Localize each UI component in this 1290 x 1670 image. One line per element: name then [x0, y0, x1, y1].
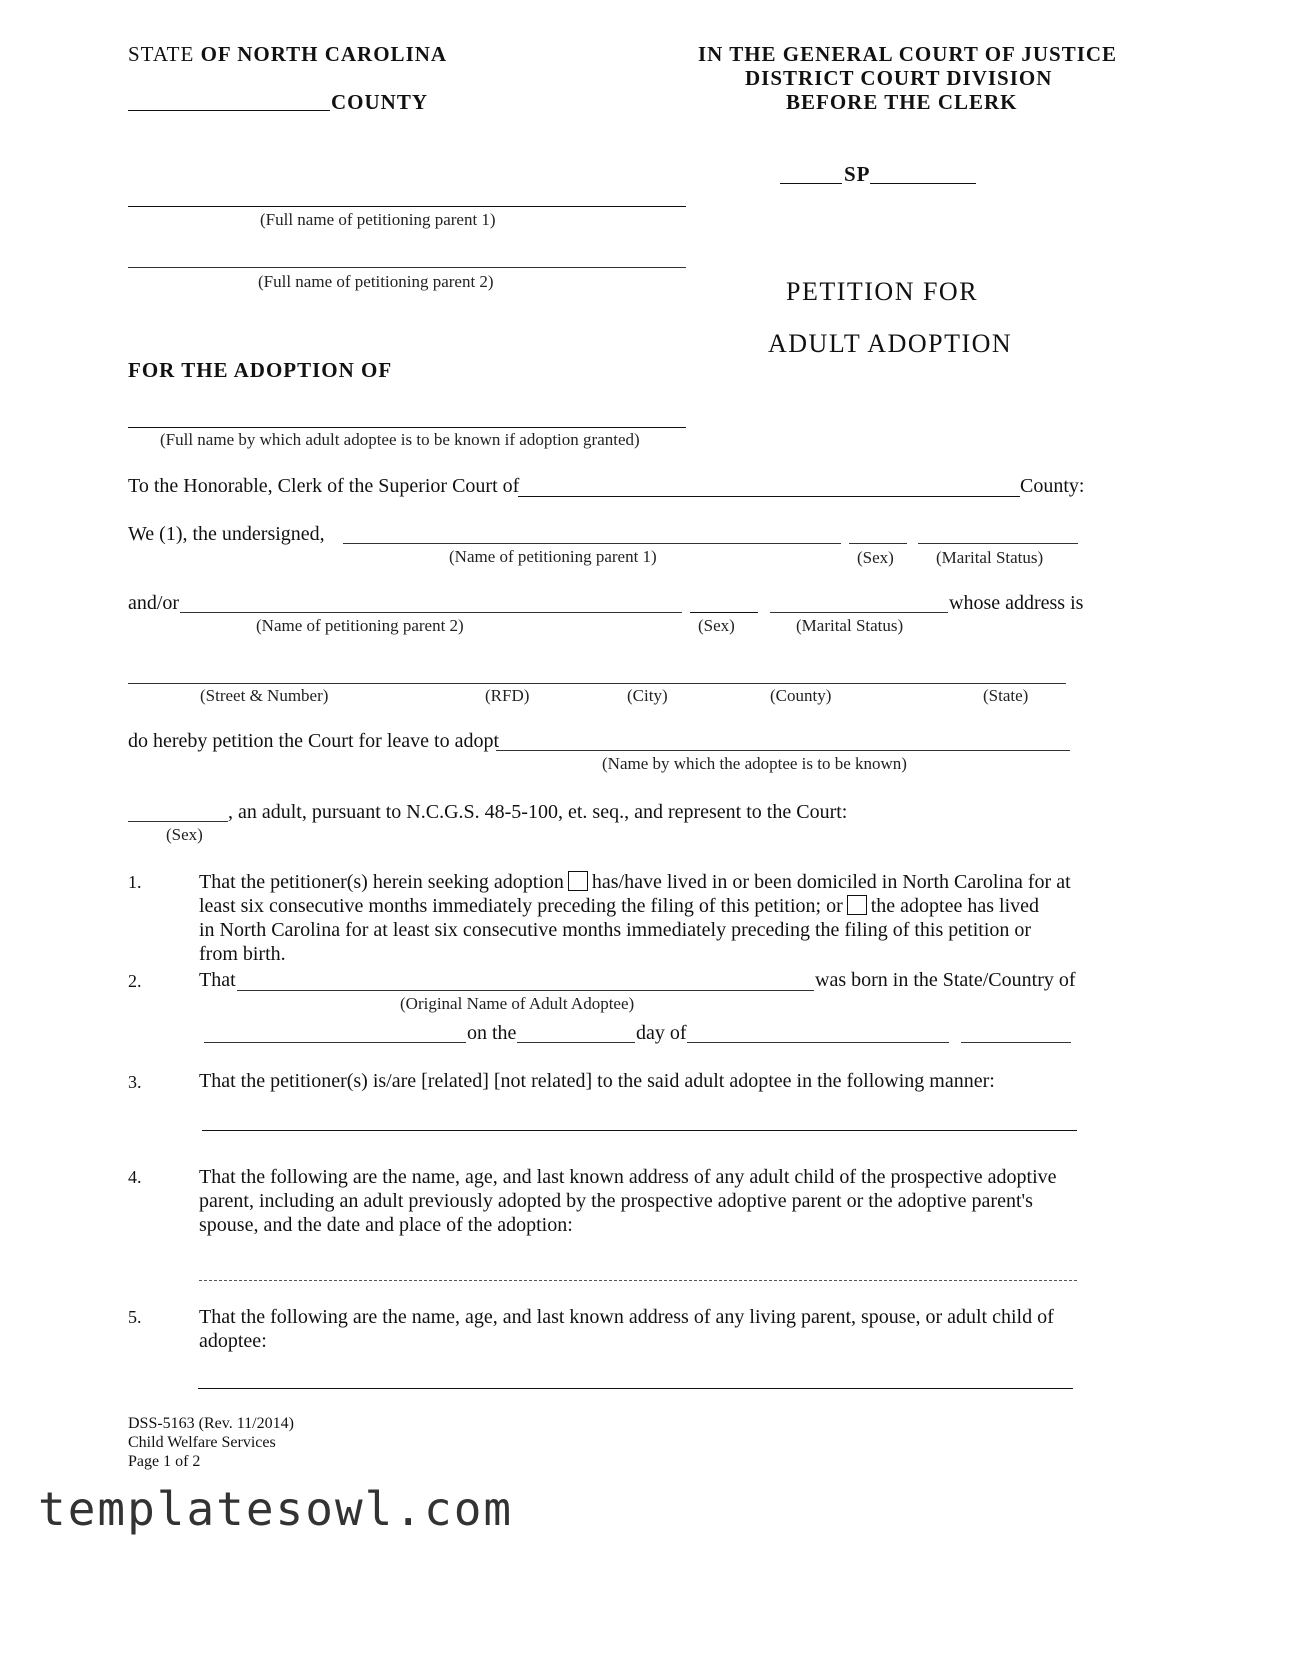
item-2-born: was born in the State/Country of	[815, 969, 1076, 991]
adoptee-known-name-field[interactable]	[496, 750, 1070, 751]
original-name-caption: (Original Name of Adult Adoptee)	[400, 994, 635, 1013]
form-number: DSS-5163 (Rev. 11/2014)	[128, 1415, 294, 1432]
addr-street-caption: (Street & Number)	[200, 686, 329, 705]
sp-prefix-blank[interactable]	[780, 183, 842, 184]
item-1-part-c: least six consecutive months immediately preceding the filing of this petition; or	[199, 895, 843, 917]
item-2-on-the: on the	[467, 1022, 517, 1044]
item-1-part-d: the adoptee has lived	[870, 895, 1040, 917]
andor-text: and/or	[128, 592, 180, 614]
living-relatives-field[interactable]	[198, 1388, 1073, 1389]
parent2-sex-field[interactable]	[690, 612, 758, 613]
adoption-of-label: FOR THE ADOPTION OF	[128, 358, 393, 382]
item-1-part-b: has/have lived in or been domiciled in North Carolina for at	[591, 871, 1071, 893]
birth-month-field[interactable]	[687, 1042, 949, 1043]
we-undersigned: We (1), the undersigned,	[128, 523, 325, 545]
county-end: County:	[1020, 475, 1085, 497]
item-2-day-of: day of	[636, 1022, 687, 1044]
adoptee-name-field[interactable]	[128, 427, 686, 428]
sp-label: SP	[844, 162, 871, 186]
state-line	[128, 42, 447, 67]
adoptee-caption: (Full name by which adult adoptee is to be known if adoption granted)	[160, 430, 640, 449]
petition-adopt-text: do hereby petition the Court for leave to adopt	[128, 730, 500, 752]
title-line-2: ADULT ADOPTION	[768, 329, 1013, 358]
court-line-3: BEFORE THE CLERK	[786, 90, 1018, 114]
addr-city-caption: (City)	[627, 686, 668, 705]
superior-court-county-field[interactable]	[518, 496, 1020, 497]
item-2-that: That	[199, 969, 236, 991]
addr-state-caption: (State)	[983, 686, 1029, 705]
parent1-sex-caption: (Sex)	[857, 548, 894, 567]
parent2-marital-caption: (Marital Status)	[796, 616, 904, 635]
item-3-text: That the petitioner(s) is/are [related] [not related] to the said adult adoptee in the following manner:	[199, 1070, 995, 1092]
item-5-text: That the following are the name, age, and last known address of any living parent, spouse, or adult child of adoptee:	[199, 1306, 1054, 1352]
address-field[interactable]	[128, 683, 1066, 684]
parent1-marital-caption: (Marital Status)	[936, 548, 1044, 567]
adult-child-info-field[interactable]	[199, 1280, 1077, 1281]
title-line-1: PETITION FOR	[786, 277, 979, 306]
item-1-part-e: in North Carolina for at least six consecutive months immediately preceding the filing of this petition or	[199, 919, 1032, 941]
adoptee-lived-checkbox[interactable]	[847, 895, 867, 915]
original-name-field[interactable]	[237, 990, 814, 991]
state-prefix: STATE	[128, 42, 201, 66]
parent1-name-caption: (Name of petitioning parent 1)	[449, 547, 657, 566]
item-1-part-a: That the petitioner(s) herein seeking adoption	[199, 871, 564, 893]
item-1-number: 1.	[128, 872, 142, 892]
birth-year-field[interactable]	[961, 1042, 1071, 1043]
county-label: COUNTY	[331, 90, 429, 114]
parent2-petition-name-field[interactable]	[180, 612, 682, 613]
whose-address-text: whose address is	[949, 592, 1084, 614]
adoptee-sex-field[interactable]	[128, 821, 228, 822]
item-3-number: 3.	[128, 1072, 142, 1092]
parent1-marital-field[interactable]	[918, 543, 1078, 544]
addr-rfd-caption: (RFD)	[485, 686, 530, 705]
parent2-name-field[interactable]	[128, 267, 686, 268]
birth-day-field[interactable]	[517, 1042, 635, 1043]
item-1-text	[199, 870, 1099, 966]
parent2-marital-field[interactable]	[770, 612, 948, 613]
addr-county-caption: (County)	[770, 686, 832, 705]
adult-pursuant-text: , an adult, pursuant to N.C.G.S. 48-5-100, et. seq., and represent to the Court:	[228, 801, 848, 823]
parent1-caption: (Full name of petitioning parent 1)	[260, 210, 496, 229]
watermark: templatesowl.com	[38, 1482, 514, 1536]
parent1-petition-name-field[interactable]	[343, 543, 841, 544]
item-4-text: That the following are the name, age, and last known address of any adult child of the prospective adoptive parent, including an adult previously adopted by the prospective adoptive parent or the adoptive parent's spouse, and the date and place of the adoption:	[199, 1166, 1057, 1236]
adoptee-sex-caption: (Sex)	[166, 825, 203, 844]
honorable-text: To the Honorable, Clerk of the Superior Court of	[128, 475, 520, 497]
relation-field[interactable]	[202, 1130, 1077, 1131]
petitioner-domicile-checkbox[interactable]	[568, 871, 588, 891]
parent1-name-field[interactable]	[128, 206, 686, 207]
parent1-sex-field[interactable]	[849, 543, 907, 544]
page-number: Page 1 of 2	[128, 1453, 201, 1470]
department: Child Welfare Services	[128, 1434, 276, 1451]
parent2-caption: (Full name of petitioning parent 2)	[258, 272, 494, 291]
court-line-2: DISTRICT COURT DIVISION	[745, 66, 1053, 90]
item-1-part-f: from birth.	[199, 943, 286, 965]
birth-place-field[interactable]	[204, 1042, 466, 1043]
state-name: OF NORTH CAROLINA	[200, 42, 448, 66]
sp-number-blank[interactable]	[870, 183, 976, 184]
court-line-1: IN THE GENERAL COURT OF JUSTICE	[698, 42, 1118, 66]
item-4-number: 4.	[128, 1167, 142, 1187]
item-2-number: 2.	[128, 971, 142, 991]
county-blank[interactable]	[128, 110, 330, 111]
parent2-name-caption: (Name of petitioning parent 2)	[256, 616, 464, 635]
name-known-caption: (Name by which the adoptee is to be known)	[602, 754, 907, 773]
item-5-number: 5.	[128, 1307, 142, 1327]
parent2-sex-caption: (Sex)	[698, 616, 735, 635]
